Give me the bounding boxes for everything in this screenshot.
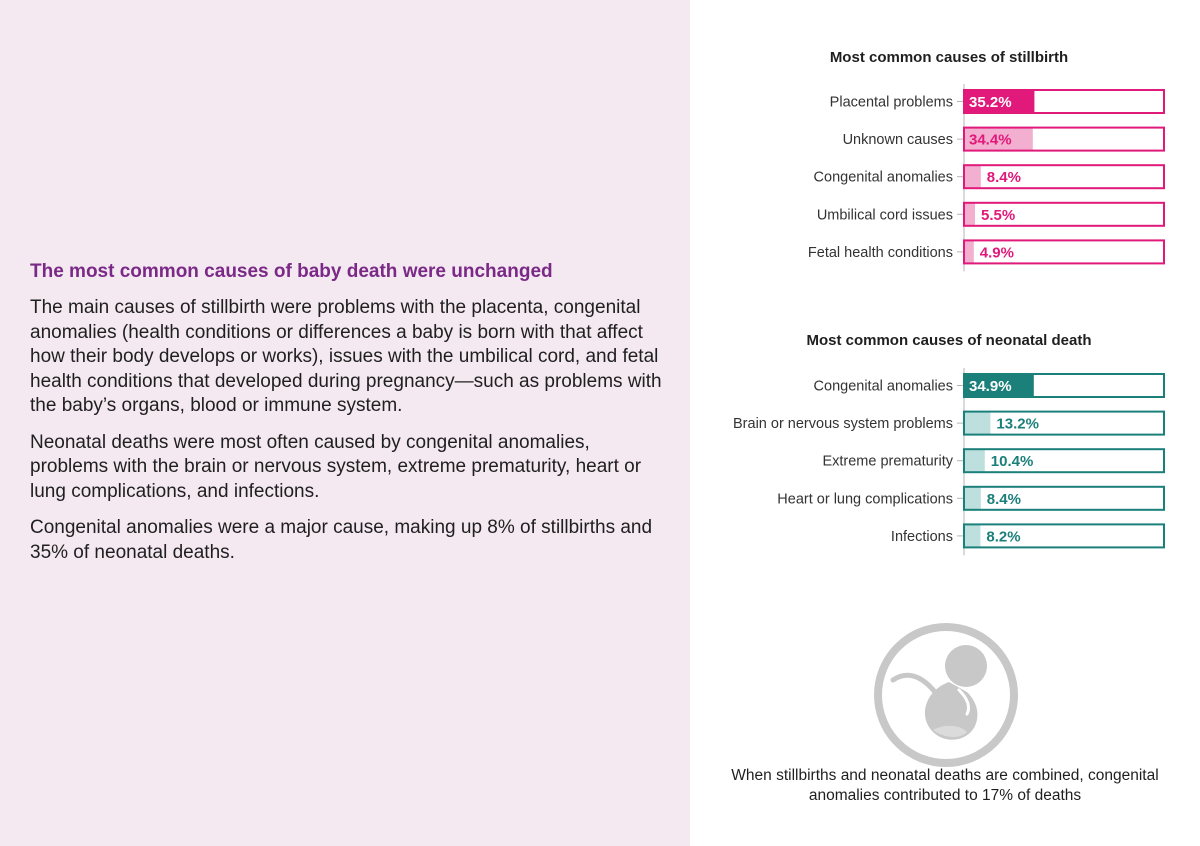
paragraph-congenital-summary: Congenital anomalies were a major cause, making up 8% of stillbirths and 35% of neonatal deaths. xyxy=(30,517,653,563)
neonatal-value-label: 8.4% xyxy=(986,490,1022,508)
paragraph-neonatal-causes: Neonatal deaths were most often caused by congenital anomalies, problems with the brain or nervous system, extreme prematurity, heart or lung complications, and infections. xyxy=(30,431,642,502)
neonatal-category-label: Congenital anomalies xyxy=(813,378,953,395)
stillbirth-category-label: Umbilical cord issues xyxy=(816,207,953,224)
neonatal-value-label: 34.9% xyxy=(969,378,1012,395)
stillbirth-category-label: Congenital anomalies xyxy=(813,169,953,186)
chart-panel xyxy=(690,0,1200,846)
neonatal-bar-track xyxy=(964,412,1164,435)
text-content xyxy=(30,258,670,577)
neonatal-bar xyxy=(964,449,985,472)
stillbirth-value-label: 34.4% xyxy=(969,131,1012,149)
combined-deaths-caption: When stillbirths and neonatal deaths are combined, congenital anomalies contributed to 17% of deaths xyxy=(731,767,1159,804)
section-heading: The most common causes of baby death were unchanged xyxy=(30,261,553,282)
neonatal-bar xyxy=(964,487,981,510)
baby-in-womb-icon xyxy=(871,620,1021,770)
neonatal-value-label: 10.4% xyxy=(990,453,1034,471)
paragraph-stillbirth-causes: The main causes of stillbirth were problems with the placenta, congenital anomalies (health conditions or differences a baby is born with that affect how their body develops or works), issues with the umbilical cord, and fetal health conditions that developed during pregnancy—such as problems with the baby’s organs, blood or immune system. xyxy=(30,297,662,416)
neonatal-category-label: Heart or lung complications xyxy=(777,491,953,508)
neonatal-bar xyxy=(964,412,990,435)
stillbirth-value-label: 8.4% xyxy=(986,169,1022,187)
stillbirth-category-label: Fetal health conditions xyxy=(807,244,953,261)
neonatal-category-label: Infections xyxy=(890,528,953,545)
stillbirth-bar xyxy=(964,203,975,226)
stillbirth-value-label: 4.9% xyxy=(979,244,1015,262)
neonatal-category-label: Brain or nervous system problems xyxy=(733,416,953,433)
stillbirth-value-label: 35.2% xyxy=(969,94,1012,111)
stillbirth-bar xyxy=(964,240,974,263)
neonatal-chart xyxy=(733,332,1164,555)
stillbirth-bar xyxy=(964,165,981,188)
stillbirth-category-label: Placental problems xyxy=(829,94,953,111)
stillbirth-chart xyxy=(808,49,1164,271)
stillbirth-value-label: 5.5% xyxy=(981,206,1016,224)
neonatal-bar xyxy=(964,524,980,547)
neonatal-chart-title: Most common causes of neonatal death xyxy=(806,332,1092,349)
stillbirth-chart-title: Most common causes of stillbirth xyxy=(829,49,1069,66)
neonatal-value-label: 13.2% xyxy=(996,415,1039,433)
neonatal-category-label: Extreme prematurity xyxy=(822,453,953,470)
neonatal-value-label: 8.2% xyxy=(986,528,1021,546)
stillbirth-category-label: Unknown causes xyxy=(842,132,953,149)
